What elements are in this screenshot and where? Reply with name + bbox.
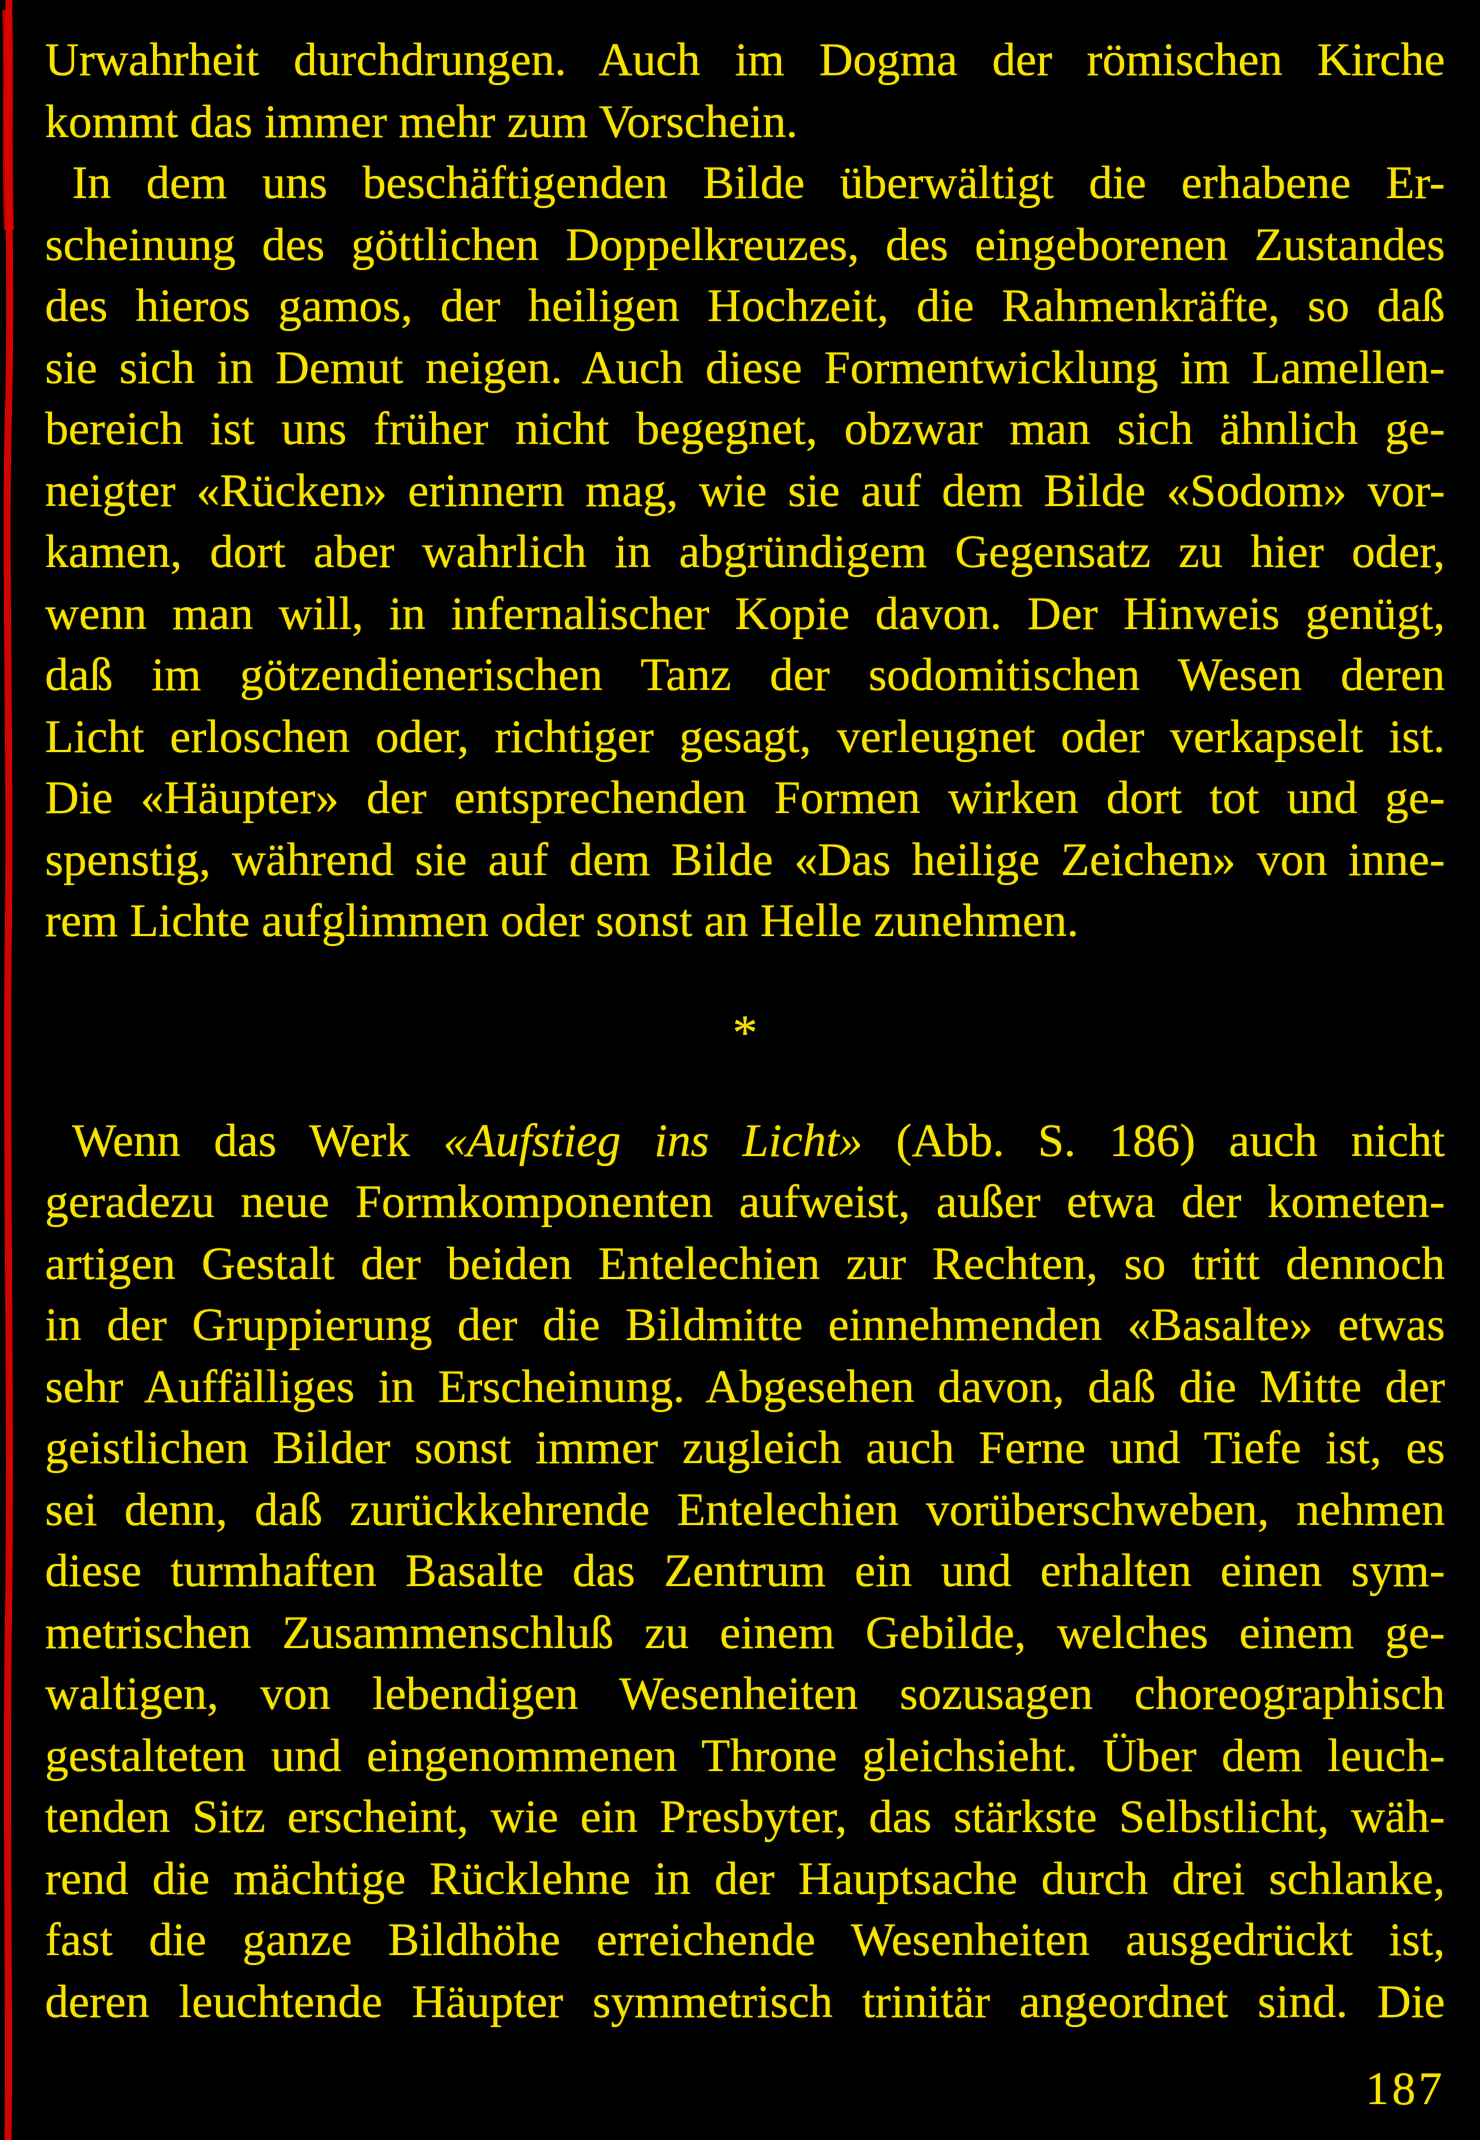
text-segment: tenden Sitz erscheint, wie ein Presbyter, das stärkste Selbstlicht, wäh-: [45, 1791, 1445, 1843]
text-segment: sie sich in Demut neigen. Auch diese Formentwicklung im Lamellen-: [45, 341, 1445, 394]
text-line: [45, 1972, 1445, 2034]
text-line: [45, 338, 1445, 400]
text-line: [45, 1172, 1445, 1234]
section-separator: [45, 953, 1445, 1111]
text-line: [45, 1111, 1445, 1173]
paragraph: [45, 1111, 1445, 2034]
text-line: [45, 1541, 1445, 1603]
text-segment: Die «Häupter» der entsprechenden Formen wirken dort tot und ge-: [45, 772, 1445, 824]
text-line: [45, 1418, 1445, 1480]
text-line: [45, 891, 1445, 953]
text-segment: geradezu neue Formkomponenten aufweist, außer etwa der kometen-: [45, 1176, 1445, 1228]
red-margin-mark-top-stroke: [7, 10, 9, 230]
red-margin-mark-stroke: [7, 0, 10, 2140]
text-line: [45, 1726, 1445, 1788]
text-segment: deren leuchtende Häupter symmetrisch trinitär angeordnet sind. Die: [45, 1975, 1445, 2028]
text-segment: bereich ist uns früher nicht begegnet, obzwar man sich ähnlich ge-: [45, 403, 1445, 455]
text-segment: fast die ganze Bildhöhe erreichende Wesenheiten ausgedrückt ist,: [45, 1914, 1445, 1966]
text-segment: rend die mächtige Rücklehne in der Hauptsache durch drei schlanke,: [45, 1852, 1445, 1905]
text-segment: Urwahrheit durchdrungen. Auch im Dogma der römischen Kirche: [45, 34, 1445, 86]
text-segment: Licht erloschen oder, richtiger gesagt, verleugnet oder verkapselt ist.: [45, 710, 1445, 763]
text-segment: spenstig, während sie auf dem Bilde «Das heilige Zeichen» von inne-: [45, 833, 1445, 886]
text-line: [45, 1234, 1445, 1296]
text-segment: gestalteten und eingenommenen Throne gleichsieht. Über dem leuch-: [45, 1729, 1445, 1782]
text-segment: kamen, dort aber wahrlich in abgründigem Gegensatz zu hier oder,: [45, 526, 1445, 578]
page-footer: [45, 2059, 1445, 2121]
text-line: [45, 584, 1445, 646]
text-segment: wenn man will, in infernalischer Kopie davon. Der Hinweis genügt,: [45, 587, 1445, 640]
italic-text-segment: «Aufstieg ins Licht»: [443, 1114, 863, 1167]
text-segment: neigter «Rücken» erinnern mag, wie sie auf dem Bilde «Sodom» vor-: [45, 464, 1445, 517]
text-segment: geistlichen Bilder sonst immer zugleich auch Ferne und Tiefe ist, es: [45, 1422, 1445, 1474]
text-line: [45, 645, 1445, 707]
text-line: [45, 1910, 1445, 1972]
text-line: [45, 830, 1445, 892]
text-segment: kommt das immer mehr zum Vorschein.: [45, 95, 798, 148]
text-segment: rem Lichte aufglimmen oder sonst an Helle zunehmen.: [45, 895, 1079, 947]
text-segment: daß im götzendienerischen Tanz der sodomitischen Wesen deren: [45, 649, 1445, 701]
text-line: [45, 707, 1445, 769]
text-line: [45, 30, 1445, 92]
text-segment: des hieros gamos, der heiligen Hochzeit, die Rahmenkräfte, so daß: [45, 280, 1445, 332]
text-segment: sei denn, daß zurückkehrende Entelechien vorüberschweben, nehmen: [45, 1483, 1445, 1536]
text-line: [45, 1787, 1445, 1849]
text-line: [45, 461, 1445, 523]
text-segment: (Abb. S. 186) auch nicht: [862, 1114, 1445, 1167]
text-segment: diese turmhaften Basalte das Zentrum ein und erhalten einen sym-: [45, 1545, 1445, 1597]
text-segment: in der Gruppierung der die Bildmitte einnehmenden «Basalte» etwas: [45, 1299, 1445, 1351]
page-number: 187: [1365, 2063, 1445, 2115]
red-margin-mark: [0, 0, 20, 2140]
text-segment: In dem uns beschäftigenden Bilde überwältigt die erhabene Er-: [72, 157, 1445, 209]
text-line: [45, 522, 1445, 584]
text-line: [45, 276, 1445, 338]
text-line: [45, 1295, 1445, 1357]
text-line: [45, 215, 1445, 277]
text-line: [45, 1849, 1445, 1911]
text-line: [45, 92, 1445, 154]
text-segment: waltigen, von lebendigen Wesenheiten sozusagen choreographisch: [45, 1668, 1445, 1720]
separator-asterisk: *: [732, 1003, 758, 1060]
paragraph: [45, 153, 1445, 953]
text-line: [45, 1664, 1445, 1726]
text-line: [45, 768, 1445, 830]
text-line: [45, 1480, 1445, 1542]
text-column: [45, 30, 1445, 2121]
text-segment: metrischen Zusammenschluß zu einem Gebilde, welches einem ge-: [45, 1606, 1445, 1659]
text-segment: artigen Gestalt der beiden Entelechien zur Rechten, so tritt dennoch: [45, 1237, 1445, 1290]
text-segment: Wenn das Werk: [72, 1114, 444, 1167]
text-line: [45, 1603, 1445, 1665]
paragraph: [45, 30, 1445, 153]
text-line: [45, 1357, 1445, 1419]
text-segment: scheinung des göttlichen Doppelkreuzes, des eingeborenen Zustandes: [45, 218, 1445, 271]
text-line: [45, 153, 1445, 215]
text-line: [45, 399, 1445, 461]
text-segment: sehr Auffälliges in Erscheinung. Abgesehen davon, daß die Mitte der: [45, 1360, 1445, 1413]
